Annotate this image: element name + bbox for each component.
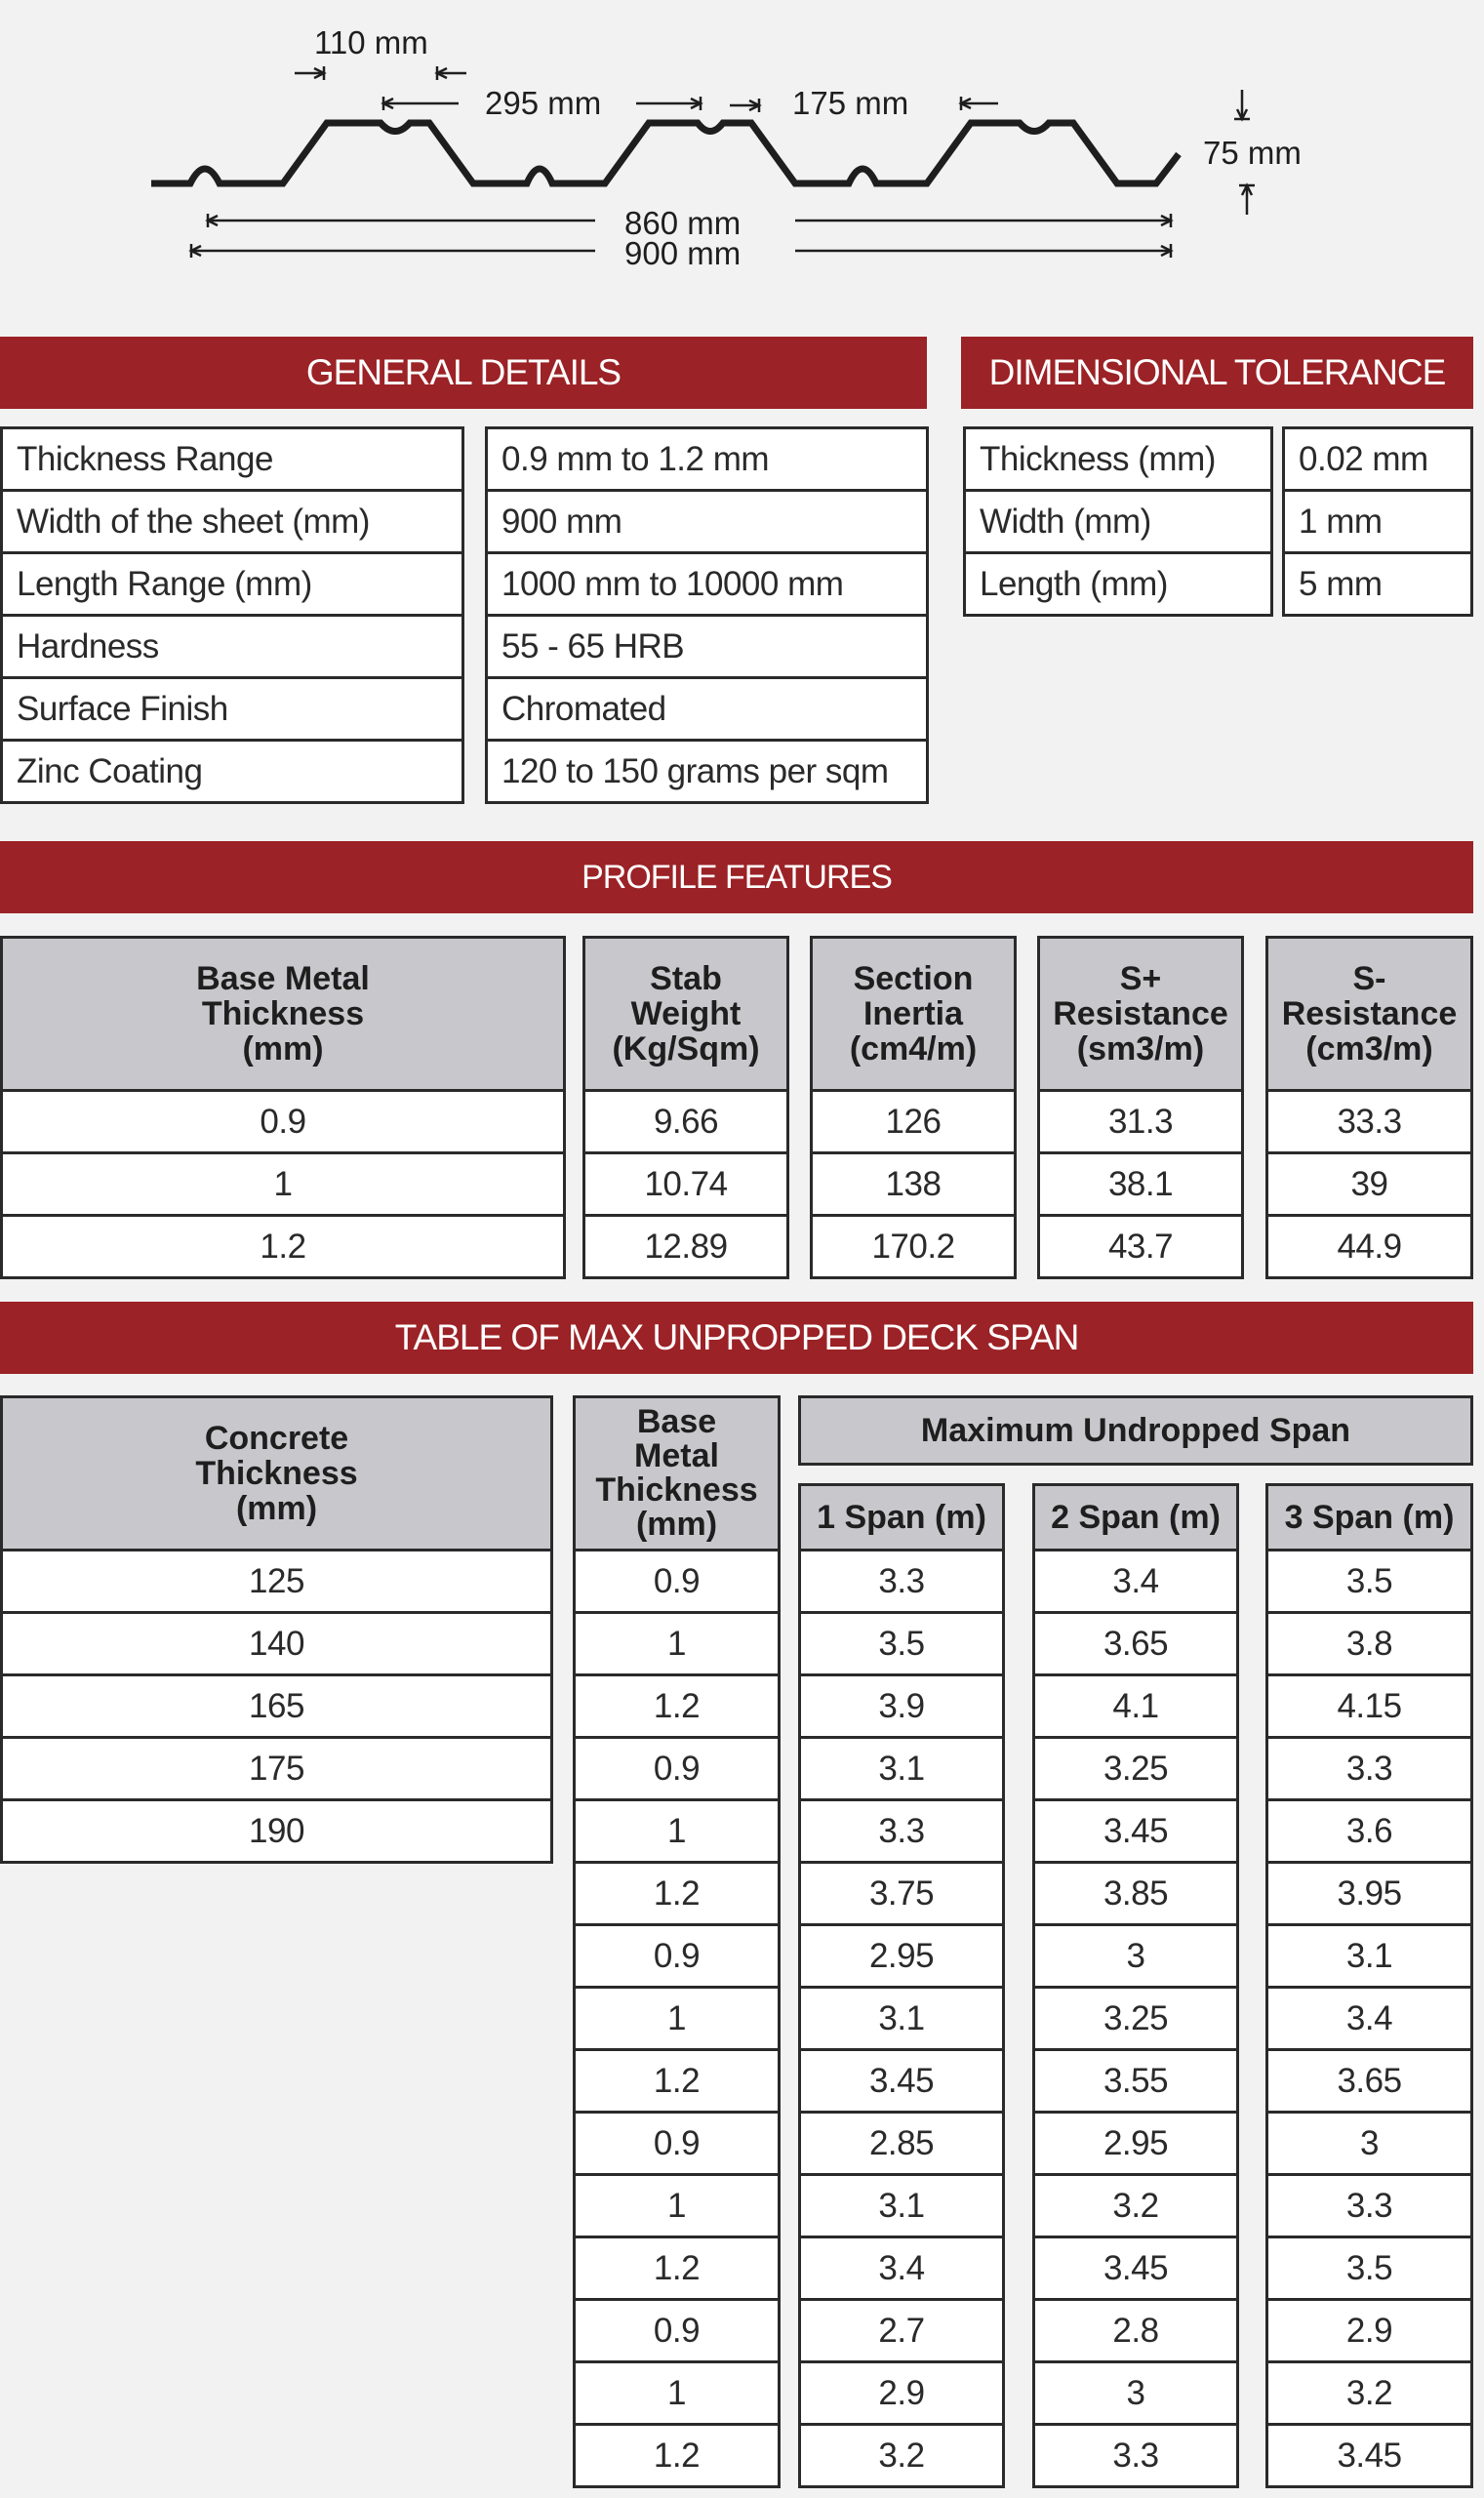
ds-cell: 3.3 bbox=[1032, 2423, 1239, 2488]
pf-cell: 44.9 bbox=[1265, 1214, 1473, 1279]
ds-cell: 3.1 bbox=[798, 1986, 1005, 2051]
general-detail-label: Thickness Range bbox=[0, 426, 464, 492]
ds-cell: 140 bbox=[0, 1611, 553, 1676]
ds-cell: 3.85 bbox=[1032, 1861, 1239, 1926]
ds-cell: 3.2 bbox=[1032, 2173, 1239, 2238]
ds-cell: 1 bbox=[573, 2173, 781, 2238]
ds-header-base-metal: Base Metal Thickness (mm) bbox=[573, 1395, 781, 1551]
dim-rib-top-marker bbox=[295, 66, 466, 80]
ds-cell: 3.4 bbox=[798, 2236, 1005, 2301]
ds-cell: 3.1 bbox=[798, 2173, 1005, 2238]
ds-cell: 1.2 bbox=[573, 1673, 781, 1739]
ds-cell: 3.5 bbox=[1265, 1549, 1473, 1614]
ds-cell: 0.9 bbox=[573, 1923, 781, 1989]
ds-cell: 3.2 bbox=[1265, 2360, 1473, 2426]
dim-cover-width-label: 860 mm bbox=[624, 205, 742, 241]
ds-cell: 0.9 bbox=[573, 2111, 781, 2176]
ds-cell: 3 bbox=[1265, 2111, 1473, 2176]
ds-cell: 3.65 bbox=[1265, 2048, 1473, 2114]
general-detail-label: Width of the sheet (mm) bbox=[0, 489, 464, 554]
dimensional-tolerance-title: DIMENSIONAL TOLERANCE bbox=[961, 337, 1473, 409]
ds-cell: 2.85 bbox=[798, 2111, 1005, 2176]
ds-cell: 1.2 bbox=[573, 2236, 781, 2301]
ds-cell: 3.3 bbox=[798, 1798, 1005, 1864]
general-detail-value: 1000 mm to 10000 mm bbox=[485, 551, 929, 617]
ds-cell: 1.2 bbox=[573, 2423, 781, 2488]
ds-cell: 3.2 bbox=[798, 2423, 1005, 2488]
tolerance-value: 0.02 mm bbox=[1282, 426, 1473, 492]
pf-cell: 43.7 bbox=[1037, 1214, 1244, 1279]
ds-cell: 0.9 bbox=[573, 2298, 781, 2363]
pf-cell: 39 bbox=[1265, 1151, 1473, 1217]
tolerance-label: Thickness (mm) bbox=[963, 426, 1273, 492]
pf-header-stab-weight: Stab Weight (Kg/Sqm) bbox=[582, 936, 789, 1092]
ds-cell: 2.9 bbox=[1265, 2298, 1473, 2363]
ds-cell: 3.55 bbox=[1032, 2048, 1239, 2114]
general-detail-value: Chromated bbox=[485, 676, 929, 742]
pf-cell: 10.74 bbox=[582, 1151, 789, 1217]
pf-cell: 126 bbox=[810, 1089, 1017, 1154]
ds-cell: 3.25 bbox=[1032, 1736, 1239, 1801]
ds-cell: 3.45 bbox=[1032, 1798, 1239, 1864]
ds-cell: 1 bbox=[573, 1611, 781, 1676]
ds-cell: 3.45 bbox=[798, 2048, 1005, 2114]
ds-cell: 3.4 bbox=[1032, 1549, 1239, 1614]
deck-profile-outline bbox=[151, 123, 1179, 183]
ds-cell: 2.9 bbox=[798, 2360, 1005, 2426]
general-detail-label: Zinc Coating bbox=[0, 739, 464, 804]
ds-cell: 1.2 bbox=[573, 2048, 781, 2114]
ds-cell: 3.75 bbox=[798, 1861, 1005, 1926]
dim-height-label: 75 mm bbox=[1203, 135, 1302, 171]
pf-cell: 1.2 bbox=[0, 1214, 566, 1279]
ds-cell: 3.25 bbox=[1032, 1986, 1239, 2051]
ds-cell: 165 bbox=[0, 1673, 553, 1739]
ds-cell: 1 bbox=[573, 1798, 781, 1864]
ds-cell: 0.9 bbox=[573, 1549, 781, 1614]
ds-cell: 3.5 bbox=[1265, 2236, 1473, 2301]
ds-cell: 3 bbox=[1032, 1923, 1239, 1989]
dim-rib-top-label: 110 mm bbox=[314, 24, 428, 60]
ds-cell: 2.7 bbox=[798, 2298, 1005, 2363]
ds-cell: 1 bbox=[573, 1986, 781, 2051]
general-detail-label: Length Range (mm) bbox=[0, 551, 464, 617]
pf-cell: 0.9 bbox=[0, 1089, 566, 1154]
tolerance-label: Length (mm) bbox=[963, 551, 1273, 617]
ds-header-max-unpropped: Maximum Undropped Span bbox=[798, 1395, 1473, 1466]
ds-cell: 3.5 bbox=[798, 1611, 1005, 1676]
pf-cell: 33.3 bbox=[1265, 1089, 1473, 1154]
ds-cell: 3.4 bbox=[1265, 1986, 1473, 2051]
deck-profile-diagram bbox=[0, 0, 1484, 293]
ds-cell: 3.1 bbox=[798, 1736, 1005, 1801]
tolerance-label: Width (mm) bbox=[963, 489, 1273, 554]
pf-cell: 170.2 bbox=[810, 1214, 1017, 1279]
ds-cell: 1.2 bbox=[573, 1861, 781, 1926]
pf-header-s-plus: S+ Resistance (sm3/m) bbox=[1037, 936, 1244, 1092]
pf-cell: 9.66 bbox=[582, 1089, 789, 1154]
tolerance-value: 1 mm bbox=[1282, 489, 1473, 554]
ds-cell: 4.1 bbox=[1032, 1673, 1239, 1739]
ds-cell: 2.95 bbox=[1032, 2111, 1239, 2176]
pf-header-section-inertia: Section Inertia (cm4/m) bbox=[810, 936, 1017, 1092]
ds-cell: 3.8 bbox=[1265, 1611, 1473, 1676]
ds-cell: 1 bbox=[573, 2360, 781, 2426]
general-detail-label: Surface Finish bbox=[0, 676, 464, 742]
pf-header-s-minus: S- Resistance (cm3/m) bbox=[1265, 936, 1473, 1092]
dim-valley-label: 175 mm bbox=[792, 85, 909, 121]
ds-cell: 3.3 bbox=[798, 1549, 1005, 1614]
profile-features-title: PROFILE FEATURES bbox=[0, 841, 1473, 913]
general-detail-value: 120 to 150 grams per sqm bbox=[485, 739, 929, 804]
ds-cell: 3 bbox=[1032, 2360, 1239, 2426]
pf-cell: 1 bbox=[0, 1151, 566, 1217]
ds-cell: 175 bbox=[0, 1736, 553, 1801]
ds-cell: 4.15 bbox=[1265, 1673, 1473, 1739]
ds-cell: 125 bbox=[0, 1549, 553, 1614]
general-detail-label: Hardness bbox=[0, 614, 464, 679]
ds-header-concrete-thickness: Concrete Thickness (mm) bbox=[0, 1395, 553, 1551]
deck-span-title: TABLE OF MAX UNPROPPED DECK SPAN bbox=[0, 1302, 1473, 1374]
ds-cell: 3.3 bbox=[1265, 1736, 1473, 1801]
general-details-title: GENERAL DETAILS bbox=[0, 337, 927, 409]
ds-cell: 3.3 bbox=[1265, 2173, 1473, 2238]
pf-cell: 31.3 bbox=[1037, 1089, 1244, 1154]
ds-header-3-span: 3 Span (m) bbox=[1265, 1483, 1473, 1551]
dim-pitch-label: 295 mm bbox=[485, 85, 602, 121]
ds-cell: 2.8 bbox=[1032, 2298, 1239, 2363]
ds-cell: 190 bbox=[0, 1798, 553, 1864]
ds-cell: 3.45 bbox=[1032, 2236, 1239, 2301]
pf-header-base-metal: Base Metal Thickness (mm) bbox=[0, 936, 566, 1092]
pf-cell: 12.89 bbox=[582, 1214, 789, 1279]
ds-cell: 3.1 bbox=[1265, 1923, 1473, 1989]
ds-cell: 0.9 bbox=[573, 1736, 781, 1801]
ds-cell: 3.9 bbox=[798, 1673, 1005, 1739]
general-detail-value: 900 mm bbox=[485, 489, 929, 554]
ds-cell: 2.95 bbox=[798, 1923, 1005, 1989]
ds-header-1-span: 1 Span (m) bbox=[798, 1483, 1005, 1551]
general-detail-value: 0.9 mm to 1.2 mm bbox=[485, 426, 929, 492]
general-detail-value: 55 - 65 HRB bbox=[485, 614, 929, 679]
dim-total-width-label: 900 mm bbox=[624, 235, 742, 271]
ds-header-2-span: 2 Span (m) bbox=[1032, 1483, 1239, 1551]
ds-cell: 3.95 bbox=[1265, 1861, 1473, 1926]
pf-cell: 138 bbox=[810, 1151, 1017, 1217]
pf-cell: 38.1 bbox=[1037, 1151, 1244, 1217]
ds-cell: 3.6 bbox=[1265, 1798, 1473, 1864]
ds-cell: 3.65 bbox=[1032, 1611, 1239, 1676]
ds-cell: 3.45 bbox=[1265, 2423, 1473, 2488]
tolerance-value: 5 mm bbox=[1282, 551, 1473, 617]
